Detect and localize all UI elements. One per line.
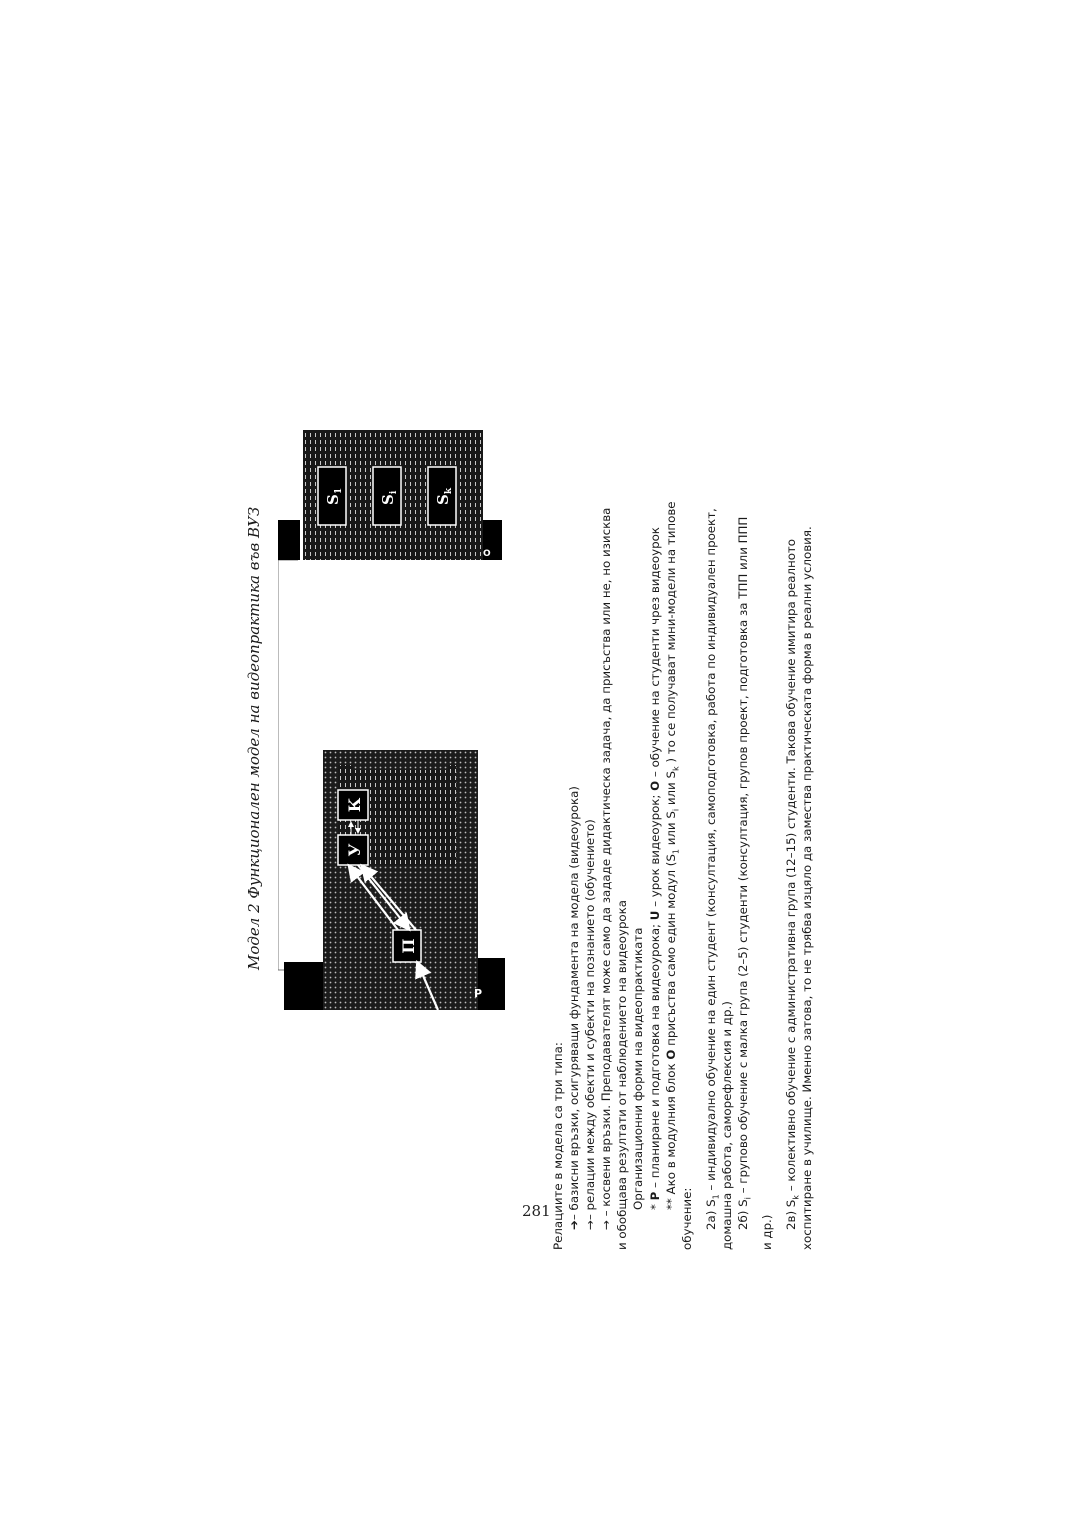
item-2b: 2б) $S_i$ – групово обучение с малка група (2–5) студенти (консултация, групов проект, подготовка за ТПП или ППП [736, 516, 753, 1230]
node-k-label: К [345, 797, 364, 813]
svg-text:Sk: $S_k$ [434, 487, 454, 505]
thick-arrow-icon: ➔ [567, 1220, 582, 1230]
block-o-label: O [483, 549, 491, 559]
node-u-label: У [345, 843, 364, 857]
svg-text:S1: $S_1$ [324, 487, 344, 505]
node-k-box [338, 790, 368, 820]
thin-arrow-icon: → [599, 1220, 614, 1230]
node-p-box [393, 930, 421, 962]
footnote-2: ** Ако в модулния блок O присъства само един модул ($S_1$ или $S_i$ или $S_k$ ) то се получават мини-модели на типове [663, 501, 681, 1210]
footnote-1: * P – планиране и подготовка на видеоурока; U – урок видеоурок; O – обучение на студенти чрез видеоурок [647, 527, 662, 1210]
page-number: 281 [522, 1202, 551, 1220]
svg-text:Si: $S_i$ [379, 490, 399, 505]
body-text [550, 370, 815, 1250]
node-p-label: П [399, 938, 418, 954]
s1-label: S [324, 494, 342, 505]
sk-box [428, 467, 456, 525]
relation-basic: ➔– базисни връзки, осигуряващи фундамента на модела (видеоурока) [567, 786, 582, 1230]
item-2a-cont: домашна работа, саморефлексия и др.) [719, 1001, 734, 1250]
s1-box [318, 467, 346, 525]
item-2b-cont: и др.) [760, 1214, 775, 1250]
footnote-2-cont: обучение: [679, 1187, 694, 1250]
arrow-icon: → [583, 1220, 598, 1230]
item-2c-cont: хоспитиране в училище. Именно затова, то не трябва изцяло да замества практическата форма в реални условия. [800, 526, 815, 1250]
rotated-page-content [245, 320, 825, 1250]
figure-caption: Модел 2 Функционален модел на видеопрактика във ВУЗ [245, 506, 263, 970]
si-label: S [379, 494, 397, 505]
item-2c: 2в) $S_k$ – колективно обучение с административна група (12–15) студенти. Такова обучение имитира реалното [784, 538, 801, 1230]
relation-indirect-cont: и обобщава резултати от наблюдението на видеоурока [615, 899, 630, 1250]
org-forms-heading: Организационни форми на видеопрактиката [631, 927, 646, 1210]
relation-subject: →– релации между обекти и субекти на познанието (обучението) [583, 819, 598, 1230]
relations-intro: Релациите в модела са три типа: [551, 1042, 565, 1250]
sk-label: S [434, 494, 452, 505]
block-p-label: P [474, 987, 483, 1000]
si-box [373, 467, 401, 525]
relation-indirect: → – косвени връзки. Преподавателят може само да зададе дидактическа задача, да присъства или не, но изисква [599, 507, 614, 1230]
item-2a: 2а) $S_1$ – индивидуално обучение на един студент (консултация, самоподготовка, работа по индивидуален проект, [703, 508, 721, 1230]
functional-model-diagram [278, 320, 538, 1250]
node-u-box [338, 835, 368, 865]
